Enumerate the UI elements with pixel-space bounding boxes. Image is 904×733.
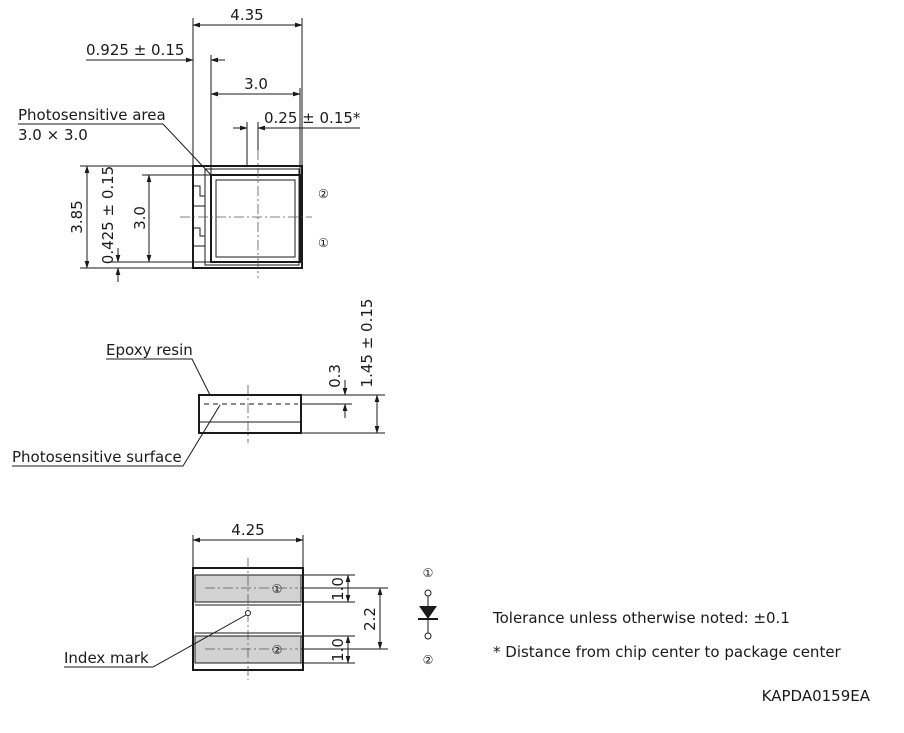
pin-label-1-top: ① [318,236,329,250]
label-area-1: Photosensitive area [18,106,166,124]
leader-resin [106,359,210,395]
label-resin: Epoxy resin [106,341,193,359]
photosensitive-area [211,175,300,262]
pad-1-label: ① [271,582,283,596]
note-asterisk: * Distance from chip center to package center [493,643,841,661]
top-view [18,6,361,282]
pad-2-label: ② [271,643,283,657]
label-surface: Photosensitive surface [12,448,182,466]
label-index: Index mark [64,649,149,667]
dim-height: 3.85 [68,200,86,234]
dim-v-offset: 0.425 ± 0.15 [99,165,117,265]
dim-pad1: 1.0 [329,577,347,601]
dim-center-offset: 0.25 ± 0.15* [264,109,361,127]
dim-bottom-width: 4.25 [231,521,265,539]
dim-pitch: 2.2 [361,607,379,631]
label-area-2: 3.0 × 3.0 [18,126,88,144]
dim-v-area: 3.0 [131,206,149,230]
drawing-code: KAPDA0159EA [761,687,870,705]
dim-offset: 0.925 ± 0.15 [86,41,185,59]
schematic-pin-1: ① [422,566,434,580]
note-tolerance: Tolerance unless otherwise noted: ±0.1 [493,609,790,627]
index-mark-dot [246,611,251,616]
dim-area-width: 3.0 [244,75,268,93]
diode-symbol-icon [419,606,437,619]
notes [492,609,871,705]
diode-schematic [418,566,438,667]
lead-tab-lower [193,228,205,246]
dim-thickness: 1.45 ± 0.15 [358,298,376,388]
dim-pad2: 1.0 [329,638,347,662]
lead-tab-upper [193,186,205,206]
bottom-view [64,521,388,680]
pin-label-2-top: ② [318,187,329,201]
schematic-pin-2: ② [422,653,434,667]
dim-width-top: 4.35 [230,6,264,24]
dim-resin: 0.3 [326,364,344,388]
side-view [12,299,385,466]
photosensitive-area-inner [216,180,295,257]
